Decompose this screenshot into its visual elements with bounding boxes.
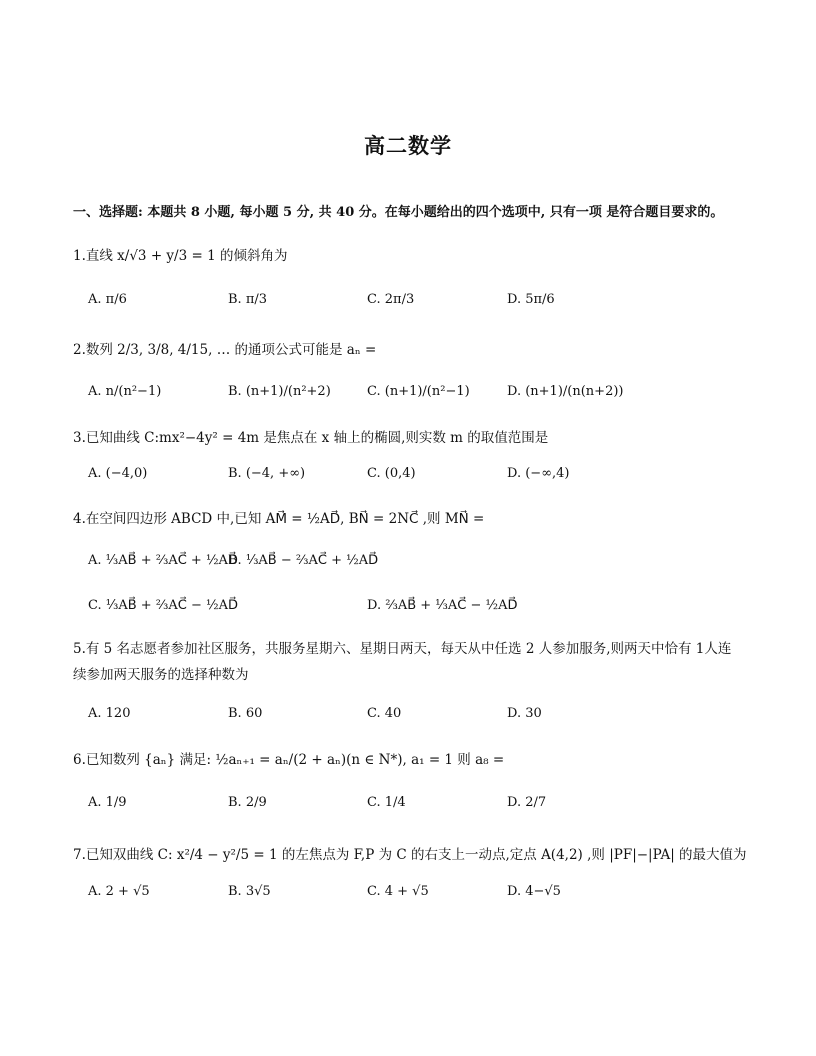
section-heading: 一、选择题: 本题共 8 小题, 每小题 5 分, 共 40 分。在每小题给出的四个选项中, 只有一项 是符合题目要求的。 <box>73 205 724 220</box>
question-6-option-d: D. 2/7 <box>507 795 547 810</box>
question-4-option-d: D. ⅔AB⃗ + ⅓AC⃗ − ½AD⃗ <box>367 598 518 613</box>
question-6-option-a: A. 1/9 <box>88 795 127 810</box>
question-7-option-b: B. 3√5 <box>228 884 271 899</box>
question-1-option-b: B. π/3 <box>228 292 268 307</box>
question-3-option-b: B. (−4, +∞) <box>228 466 306 481</box>
question-5-option-c: C. 40 <box>367 706 402 721</box>
question-4-option-c: C. ⅓AB⃗ + ⅔AC⃗ − ½AD⃗ <box>88 598 239 613</box>
question-2-option-b: B. (n+1)/(n²+2) <box>228 384 331 399</box>
question-1-option-c: C. 2π/3 <box>367 292 415 307</box>
question-6-option-c: C. 1/4 <box>367 795 406 810</box>
question-6-stem: 6.已知数列 {aₙ} 满足: ½aₙ₊₁ = aₙ/(2 + aₙ)(n ∈ N*), a₁ = 1 则 a₈ = <box>73 752 505 768</box>
question-7-option-a: A. 2 + √5 <box>88 884 150 899</box>
question-4-option-b: B. ⅓AB⃗ − ⅔AC⃗ + ½AD⃗ <box>228 553 379 568</box>
question-2-option-c: C. (n+1)/(n²−1) <box>367 384 470 399</box>
question-7-option-d: D. 4−√5 <box>507 884 561 899</box>
question-4-option-a: A. ⅓AB⃗ + ⅔AC⃗ + ½AD⃗ <box>88 553 238 568</box>
question-3-option-c: C. (0,4) <box>367 466 416 481</box>
question-1-stem: 1.直线 x/√3 + y/3 = 1 的倾斜角为 <box>73 248 288 264</box>
question-5-option-b: B. 60 <box>228 706 263 721</box>
question-6-option-b: B. 2/9 <box>228 795 267 810</box>
question-4-stem: 4.在空间四边形 ABCD 中,已知 AM⃗ = ½AD⃗, BN⃗ = 2NC⃗ ,则 MN⃗ = <box>73 511 485 527</box>
question-3-option-d: D. (−∞,4) <box>507 466 570 481</box>
question-2-stem: 2.数列 2/3, 3/8, 4/15, … 的通项公式可能是 aₙ = <box>73 342 377 358</box>
question-7-stem: 7.已知双曲线 C: x²/4 − y²/5 = 1 的左焦点为 F,P 为 C 的右支上一动点,定点 A(4,2) ,则 |PF|−|PA| 的最大值为 <box>73 847 747 863</box>
question-7-option-c: C. 4 + √5 <box>367 884 429 899</box>
question-5-stem: 5.有 5 名志愿者参加社区服务，共服务星期六、星期日两天，每天从中任选 2 人参加服务,则两天中恰有 1人连续参加两天服务的选择种数为 <box>73 641 732 683</box>
question-2-option-d: D. (n+1)/(n(n+2)) <box>507 384 624 399</box>
question-1-option-d: D. 5π/6 <box>507 292 555 307</box>
question-1-option-a: A. π/6 <box>88 292 127 307</box>
page-title: 高二数学 <box>364 133 452 158</box>
question-5-option-d: D. 30 <box>507 706 542 721</box>
question-3-option-a: A. (−4,0) <box>88 466 148 481</box>
question-2-option-a: A. n/(n²−1) <box>88 384 162 399</box>
question-3-stem: 3.已知曲线 C:mx²−4y² = 4m 是焦点在 x 轴上的椭圆,则实数 m 的取值范围是 <box>73 430 549 446</box>
question-5-option-a: A. 120 <box>88 706 131 721</box>
